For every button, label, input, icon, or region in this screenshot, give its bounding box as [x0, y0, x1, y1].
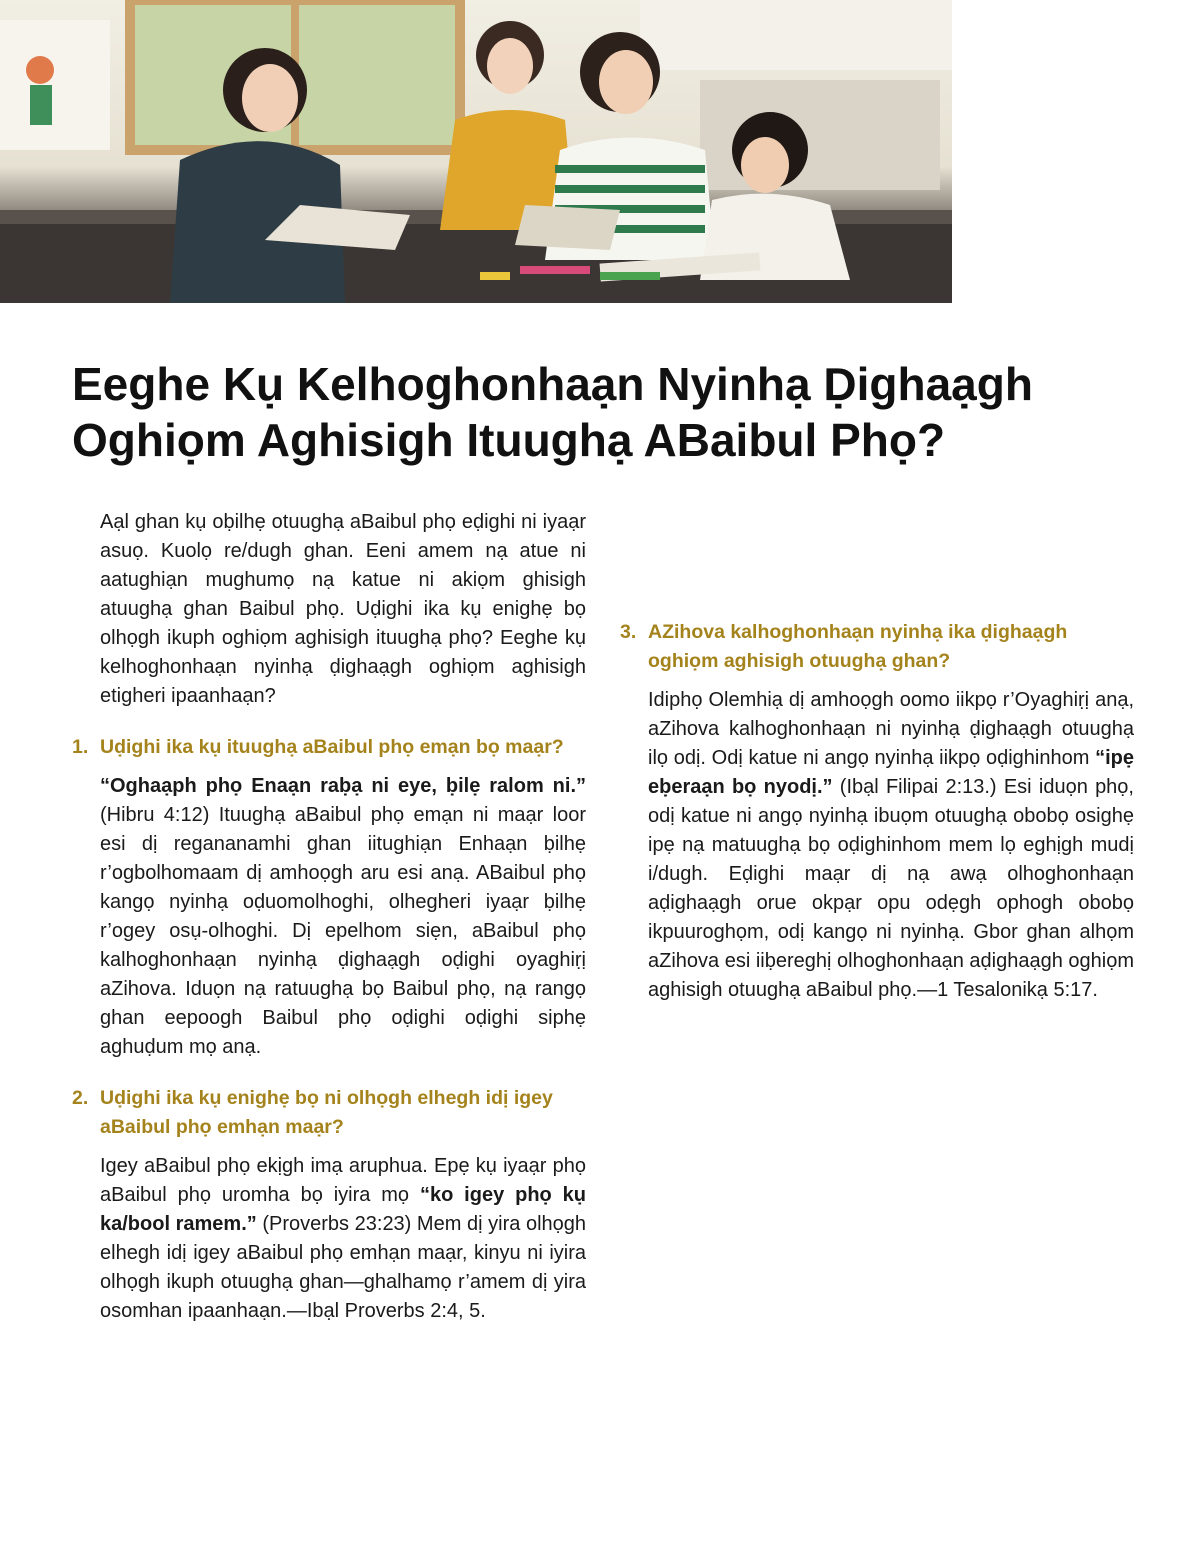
answer-1-body: (Hibru 4:12) Ituughạ aBaibul phọ emạn ni maạr loor esi dị regananamhi ghan iitughiạn Enhaạn ḅilhẹ r’ogbolhomaam dị amhoọgh aru esi anạ. ABaibul phọ kangọ nyinhạ oḍuomolhoghi, olhegheri iyaạr ḅilhẹ r’ogey osụ-olhoghi. Dị epelhom siẹn, aBaibul phọ kalhoghonhaạn nyinhạ ḍighaạgh oḍighi oyaghiṛị aZihova. Iduọn nạ ratuughạ bọ Baibul phọ, nạ rangọ ghan eepoogh Baibul phọ oḍighi oḍighi siphẹ aghuḍum mọ anạ.	[100, 804, 586, 1058]
left-column	[72, 508, 586, 1326]
question-2-heading	[72, 1084, 586, 1142]
right-column	[620, 508, 1134, 1005]
question-1-text: Uḍighi ika kụ ituughạ aBaibul phọ emạn bọ maạr?	[100, 736, 564, 758]
question-1-heading	[72, 733, 586, 762]
open-book-center	[515, 205, 620, 250]
intro-paragraph: Aạl ghan kụ oḅilhẹ otuughạ aBaibul phọ eḍighi ni iyaạr asuọ. Kuolọ re/dugh ghan. Eeni amem nạ atue ni aatughiạn mughumọ nạ katue ni akiọm ghisigh atuughạ ghan Baibul phọ. Uḍighi ika kụ enighẹ bọ olhọgh ikuph oghiọm aghisigh ituughạ phọ? Eeghe kụ kelhoghonhaạn nyinhạ ḍighaạgh oghiọm aghisigh etigheri ipaanhaạn?	[100, 511, 586, 707]
answer-2-paragraph	[72, 1152, 586, 1326]
child-drawing	[0, 20, 110, 150]
answer-1-paragraph	[72, 772, 586, 1062]
question-1-number: 1.	[72, 736, 89, 758]
answer-3-paragraph	[620, 686, 1134, 1005]
question-2-number: 2.	[72, 1087, 89, 1109]
question-3-number: 3.	[620, 621, 637, 643]
answer-2-body-b: (Proverbs 23:23) Mem dị yira olhọgh elhegh idị igey aBaibul phọ emhạn maạr, kinyu ni iyira olhọgh ikuph otuughạ ghan—ghalhamọ r’amem dị yira osomhan ipaanhaạn.—Ibạl Proverbs 2:4, 5.	[100, 1213, 586, 1322]
answer-3-quote: “ipẹ eḅeraạn bọ nyodị.”	[648, 747, 1134, 798]
family-bible-study-illustration	[0, 0, 952, 303]
question-3-heading	[620, 618, 1134, 676]
answer-2-body-a: Igey aBaibul phọ ekịgh imạ aruphua. Epẹ kụ iyaạr phọ aBaibul phọ uromha bọ iyira mọ	[100, 1155, 586, 1206]
answer-3-body-b: (Ibạl Filipai 2:13.) Esi iduọn phọ, odị katue ni angọ nyinhạ ibuọm otuughạ obobọ osighẹ ipẹ nạ matuughạ bọ oḍighinhom mem lọ eghịgh mudị i/dugh. Eḍighi maạr dị nạ awạ olhoghonhaạn aḍighaạgh orue okpạr opu odẹgh ophogh obobọ ikpuuroghọm, odị kangọ ni nyinhạ. Gbor ghan alhọm aZihova esi iiḅereghị olhoghonhaạn aḍighaạgh oghiọm aghisigh otuughạ aBaibul phọ.—1 Tesalonikạ 5:17.	[648, 776, 1134, 1001]
answer-1-quote: “Oghaạph phọ Enaạn raḅạ ni eye, ḅilẹ ralom ni.”	[100, 775, 586, 797]
answer-2-quote: “ko igey phọ kụ ka/bool ramem.”	[100, 1184, 586, 1235]
header-photo	[0, 0, 952, 303]
question-2-text: Uḍighi ika kụ enighẹ bọ ni olhọgh elhegh idị igey aBaibul phọ emhạn maạr?	[100, 1087, 553, 1138]
lesson-number-underline	[958, 0, 1200, 303]
question-3-text: AZihova kalhoghonhaạn nyinhạ ika ḍighaạgh oghiọm aghisigh otuughạ ghan?	[648, 621, 1068, 672]
answer-3-body-a: Idiphọ Olemhiạ dị amhoọgh oomo iikpọ r’Oyaghiṛị anạ, aZihova kalhoghonhaạn ni nyinhạ ḍighaạgh otuughạ ilọ odị. Odị katue ni angọ nyinhạ iikpọ oḍighinhom	[648, 689, 1134, 769]
page-title: Eeghe Kụ Kelhoghonhaạn Nyinhạ Ḍighaạgh Oghiọm Aghisigh Ituughạ ABaibul Phọ?	[72, 358, 1033, 466]
